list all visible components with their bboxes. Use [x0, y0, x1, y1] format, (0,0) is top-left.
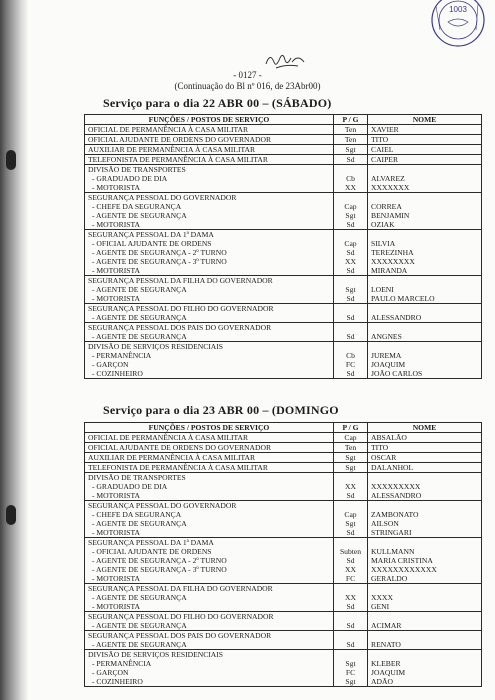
cell-line: DIVISÃO DE SERVIÇOS RESIDENCIAIS	[88, 650, 224, 659]
cell-line: SEGURANÇA PESSOAL DO FILHO DO GOVERNADOR	[88, 612, 274, 621]
rank-cell	[334, 650, 368, 687]
cell-line: Ten	[344, 135, 357, 144]
cell-line: - GRADUADO DE DIA	[92, 482, 168, 491]
cell-line: Cap	[344, 239, 357, 248]
rank-cell	[334, 342, 368, 379]
function-cell	[85, 193, 334, 230]
cell-line: DIVISÃO DE TRANSPORTES	[88, 473, 186, 482]
cell-line: ANGNES	[371, 332, 402, 341]
scan-edge-shadow	[0, 0, 28, 700]
cell-line: TEREZINHA	[371, 248, 414, 257]
cell-line: XXXXXXXX	[371, 257, 415, 266]
cell-line: Sd	[346, 220, 355, 229]
name-cell	[368, 145, 482, 155]
rank-cell	[334, 584, 368, 612]
function-cell	[85, 304, 334, 323]
cell-line: - GARÇON	[92, 668, 129, 677]
cell-line	[371, 342, 478, 351]
rank-cell	[334, 463, 368, 473]
cell-line: CAIEL	[371, 145, 394, 154]
table-row	[85, 155, 482, 165]
cell-line: ALESSANDRO	[371, 313, 422, 322]
cell-line: MARIA CRISTINA	[371, 556, 433, 565]
cell-line: Sd	[346, 332, 355, 341]
cell-line: OSCAR	[371, 453, 397, 462]
rank-cell	[334, 631, 368, 650]
function-cell	[85, 433, 334, 443]
cell-line: JOAQUIM	[371, 668, 406, 677]
rank-cell	[334, 155, 368, 165]
rank-cell	[334, 276, 368, 304]
rank-cell	[334, 612, 368, 631]
continuation-note: (Continuação do Bl nº 016, de 23Abr00)	[174, 81, 321, 91]
cell-line: XX	[345, 482, 356, 491]
cell-line	[337, 501, 364, 510]
punch-hole	[6, 505, 16, 525]
table-body	[85, 433, 482, 687]
cell-line: Ten	[344, 443, 357, 452]
table-row	[85, 145, 482, 155]
stamp-number: 1003	[449, 5, 467, 14]
cell-line: LOENI	[371, 285, 394, 294]
cell-line: Sd	[346, 266, 355, 275]
page-number: - 0127 -	[233, 70, 262, 80]
cell-line: Sd	[346, 640, 355, 649]
cell-line: Sgt	[345, 677, 356, 686]
cell-line: Cb	[346, 174, 355, 183]
rank-cell	[334, 135, 368, 145]
cell-line: Sgt	[345, 659, 356, 668]
cell-line: OFICIAL DE PERMANÊNCIA À CASA MILITAR	[88, 125, 249, 134]
cell-line: BENJAMIN	[371, 211, 410, 220]
cell-line: XX	[345, 257, 356, 266]
name-cell	[368, 453, 482, 463]
name-cell	[368, 230, 482, 276]
cell-line: Cap	[344, 433, 357, 442]
name-cell	[368, 631, 482, 650]
cell-line	[371, 473, 478, 482]
header-cell: P / G	[334, 115, 368, 125]
cell-line: - CHEFE DA SEGURANÇA	[92, 202, 182, 211]
cell-line: - COZINHEIRO	[92, 677, 143, 686]
header-cell: NOME	[368, 115, 482, 125]
cell-line: Sgt	[345, 519, 356, 528]
function-cell	[85, 650, 334, 687]
cell-line: FC	[345, 668, 356, 677]
cell-line: - OFICIAL AJUDANTE DE ORDENS	[92, 547, 212, 556]
cell-line	[371, 276, 478, 285]
cell-line	[337, 342, 364, 351]
table-row	[85, 276, 482, 304]
cell-line: Subten	[339, 547, 362, 556]
function-cell	[85, 631, 334, 650]
function-cell	[85, 584, 334, 612]
function-cell	[85, 276, 334, 304]
cell-line: FC	[345, 574, 356, 583]
cell-line	[371, 304, 478, 313]
cell-line: Ten	[344, 125, 357, 134]
function-cell	[85, 501, 334, 538]
cell-line: TITO	[371, 443, 389, 452]
cell-line: - GARÇON	[92, 360, 129, 369]
punch-hole	[6, 150, 16, 170]
cell-line: SEGURANÇA PESSOAL DO GOVERNADOR	[88, 193, 237, 202]
name-cell	[368, 612, 482, 631]
cell-line: Sgt	[345, 285, 356, 294]
name-cell	[368, 155, 482, 165]
cell-line: SEGURANÇA PESSOAL DO FILHO DO GOVERNADOR	[88, 304, 274, 313]
cell-line: ZAMBONATO	[371, 510, 419, 519]
rank-cell	[334, 145, 368, 155]
cell-line: - PERMANÊNCIA	[92, 351, 152, 360]
cell-line: - MOTORISTA	[92, 220, 140, 229]
cell-line: PAULO MARCELO	[371, 294, 435, 303]
cell-line: Sd	[346, 248, 355, 257]
cell-line: Sgt	[345, 145, 356, 154]
cell-line	[337, 631, 364, 640]
cell-line: Sd	[346, 602, 355, 611]
table-row	[85, 501, 482, 538]
table-row	[85, 135, 482, 145]
table-header-row	[85, 115, 482, 125]
handwritten-signature	[262, 50, 310, 72]
table-header-row	[85, 423, 482, 433]
name-cell	[368, 165, 482, 193]
table-row	[85, 230, 482, 276]
table-row	[85, 584, 482, 612]
name-cell	[368, 584, 482, 612]
cell-line	[337, 323, 364, 332]
cell-line: - AGENTE DE SEGURANÇA - 3º TURNO	[92, 257, 227, 266]
cell-line	[337, 165, 364, 174]
cell-line: SEGURANÇA PESSOAL DO GOVERNADOR	[88, 501, 237, 510]
cell-line: SEGURANÇA PESSOAL DOS PAIS DO GOVERNADOR	[88, 631, 272, 640]
cell-line: - AGENTE DE SEGURANÇA	[92, 332, 187, 341]
cell-line: - AGENTE DE SEGURANÇA - 3º TURNO	[92, 565, 227, 574]
cell-line: - AGENTE DE SEGURANÇA	[92, 285, 187, 294]
cell-line: Sgt	[345, 211, 356, 220]
cell-line: - MOTORISTA	[92, 602, 140, 611]
cell-line: - AGENTE DE SEGURANÇA - 2º TURNO	[92, 556, 227, 565]
cell-line	[337, 584, 364, 593]
cell-line: ADÃO	[371, 677, 393, 686]
schedule-table-day2	[84, 422, 482, 687]
name-cell	[368, 125, 482, 135]
cell-line: XXXXXXXXX	[371, 482, 421, 491]
cell-line: CAIPER	[371, 155, 399, 164]
name-cell	[368, 276, 482, 304]
cell-line: TITO	[371, 135, 389, 144]
name-cell	[368, 433, 482, 443]
name-cell	[368, 473, 482, 501]
official-stamp	[418, 0, 492, 56]
rank-cell	[334, 323, 368, 342]
cell-line: - AGENTE DE SEGURANÇA	[92, 593, 187, 602]
rank-cell	[334, 443, 368, 453]
cell-line: SEGURANÇA PESSOAL DOS PAIS DO GOVERNADOR	[88, 323, 272, 332]
cell-line: Sd	[346, 313, 355, 322]
cell-line: Sd	[346, 294, 355, 303]
cell-line: - AGENTE DE SEGURANÇA	[92, 211, 187, 220]
cell-line: - CHEFE DA SEGURANÇA	[92, 510, 182, 519]
cell-line	[337, 304, 364, 313]
cell-line: DALANHOL	[371, 463, 414, 472]
function-cell	[85, 135, 334, 145]
cell-line: - AGENTE DE SEGURANÇA	[92, 519, 187, 528]
cell-line	[337, 276, 364, 285]
name-cell	[368, 501, 482, 538]
name-cell	[368, 443, 482, 453]
cell-line: - MOTORISTA	[92, 294, 140, 303]
table-row	[85, 323, 482, 342]
cell-line: SEGURANÇA PESSOAL DA 1ª DAMA	[88, 538, 214, 547]
cell-line: - MOTORISTA	[92, 574, 140, 583]
cell-line: - MOTORISTA	[92, 528, 140, 537]
cell-line: Sd	[346, 369, 355, 378]
cell-line: AUXILIAR DE PERMANÊNCIA À CASA MILITAR	[88, 453, 256, 462]
cell-line	[371, 501, 478, 510]
cell-line: Sd	[346, 556, 355, 565]
cell-line: Sgt	[345, 453, 356, 462]
rank-cell	[334, 304, 368, 323]
cell-line: KULLMANN	[371, 547, 415, 556]
cell-line: CORREA	[371, 202, 402, 211]
table-row	[85, 631, 482, 650]
function-cell	[85, 125, 334, 135]
table-row	[85, 193, 482, 230]
cell-line: - MOTORISTA	[92, 491, 140, 500]
cell-line: GENI	[371, 602, 390, 611]
cell-line: STRINGARI	[371, 528, 412, 537]
name-cell	[368, 193, 482, 230]
table-row	[85, 433, 482, 443]
day1-title: Serviço para o dia 22 ABR 00 – (SÁBADO)	[103, 96, 332, 110]
cell-line: XX	[345, 593, 356, 602]
rank-cell	[334, 501, 368, 538]
rank-cell	[334, 125, 368, 135]
cell-line: OFICIAL DE PERMANÊNCIA À CASA MILITAR	[88, 433, 249, 442]
cell-line: - COZINHEIRO	[92, 369, 143, 378]
cell-line: JOÃO CARLOS	[371, 369, 423, 378]
cell-line: OFICIAL AJUDANTE DE ORDENS DO GOVERNADOR	[88, 135, 272, 144]
cell-line: - OFICIAL AJUDANTE DE ORDENS	[92, 239, 212, 248]
cell-line	[337, 193, 364, 202]
cell-line: ACIMAR	[371, 621, 402, 630]
function-cell	[85, 165, 334, 193]
table-row	[85, 538, 482, 584]
cell-line: XXXXXXXXXXXX	[371, 565, 437, 574]
cell-line: AUXILIAR DE PERMANÊNCIA À CASA MILITAR	[88, 145, 256, 154]
cell-line: XX	[345, 565, 356, 574]
cell-line: Cap	[344, 202, 357, 211]
cell-line	[371, 538, 478, 547]
function-cell	[85, 453, 334, 463]
cell-line	[371, 650, 478, 659]
function-cell	[85, 463, 334, 473]
name-cell	[368, 323, 482, 342]
table-row	[85, 165, 482, 193]
cell-line: JUREMA	[371, 351, 402, 360]
rank-cell	[334, 165, 368, 193]
cell-line	[371, 230, 478, 239]
header-cell: NOME	[368, 423, 482, 433]
cell-line	[337, 538, 364, 547]
cell-line	[371, 323, 478, 332]
cell-line: TELEFONISTA DE PERMANÊNCIA À CASA MILITAR	[88, 463, 268, 472]
cell-line: - MOTORISTA	[92, 266, 140, 275]
cell-line	[371, 631, 478, 640]
cell-line: JOAQUIM	[371, 360, 406, 369]
cell-line: - GRADUADO DE DIA	[92, 174, 168, 183]
name-cell	[368, 135, 482, 145]
schedule-table-day1	[84, 114, 482, 379]
function-cell	[85, 155, 334, 165]
table-row	[85, 342, 482, 379]
cell-line: XX	[345, 183, 356, 192]
cell-line: - PERMANÊNCIA	[92, 659, 152, 668]
table-row	[85, 304, 482, 323]
cell-line	[371, 165, 478, 174]
cell-line: KLEBER	[371, 659, 401, 668]
table-row	[85, 473, 482, 501]
day2-title: Serviço para o dia 23 ABR 00 – (DOMINGO	[103, 403, 339, 417]
cell-line: SILVIA	[371, 239, 396, 248]
name-cell	[368, 650, 482, 687]
cell-line: OZIAK	[371, 220, 395, 229]
cell-line: Sgt	[345, 463, 356, 472]
cell-line: SEGURANÇA PESSOAL DA 1ª DAMA	[88, 230, 214, 239]
cell-line: DIVISÃO DE TRANSPORTES	[88, 165, 186, 174]
cell-line	[337, 650, 364, 659]
cell-line: Cap	[344, 510, 357, 519]
cell-line: Cb	[346, 351, 355, 360]
function-cell	[85, 612, 334, 631]
rank-cell	[334, 453, 368, 463]
rank-cell	[334, 230, 368, 276]
name-cell	[368, 342, 482, 379]
table-row	[85, 650, 482, 687]
cell-line: - AGENTE DE SEGURANÇA	[92, 640, 187, 649]
cell-line: Sd	[346, 528, 355, 537]
header-cell: FUNÇÕES / POSTOS DE SERVIÇO	[85, 423, 334, 433]
cell-line: Sd	[346, 155, 355, 164]
cell-line: DIVISÃO DE SERVIÇOS RESIDENCIAIS	[88, 342, 224, 351]
cell-line: - AGENTE DE SEGURANÇA - 2º TURNO	[92, 248, 227, 257]
table-row	[85, 453, 482, 463]
function-cell	[85, 230, 334, 276]
cell-line: SEGURANÇA PESSOAL DA FILHA DO GOVERNADOR	[88, 584, 273, 593]
table-row	[85, 125, 482, 135]
cell-line: FC	[345, 360, 356, 369]
cell-line	[337, 473, 364, 482]
rank-cell	[334, 538, 368, 584]
rank-cell	[334, 433, 368, 443]
table-row	[85, 612, 482, 631]
cell-line: AILSON	[371, 519, 399, 528]
cell-line: XAVIER	[371, 125, 399, 134]
function-cell	[85, 342, 334, 379]
header-cell: FUNÇÕES / POSTOS DE SERVIÇO	[85, 115, 334, 125]
cell-line: XXXX	[371, 593, 393, 602]
cell-line: Sd	[346, 491, 355, 500]
cell-line: ALVAREZ	[371, 174, 405, 183]
function-cell	[85, 443, 334, 453]
cell-line: - AGENTE DE SEGURANÇA	[92, 313, 187, 322]
cell-line: Sd	[346, 621, 355, 630]
cell-line: GERALDO	[371, 574, 408, 583]
rank-cell	[334, 473, 368, 501]
cell-line	[371, 193, 478, 202]
rank-cell	[334, 193, 368, 230]
cell-line: - MOTORISTA	[92, 183, 140, 192]
cell-line: ABSALÃO	[371, 433, 407, 442]
table-body	[85, 125, 482, 379]
function-cell	[85, 145, 334, 155]
cell-line: TELEFONISTA DE PERMANÊNCIA À CASA MILITAR	[88, 155, 268, 164]
table-row	[85, 463, 482, 473]
cell-line	[337, 230, 364, 239]
name-cell	[368, 463, 482, 473]
function-cell	[85, 538, 334, 584]
function-cell	[85, 323, 334, 342]
cell-line: OFICIAL AJUDANTE DE ORDENS DO GOVERNADOR	[88, 443, 272, 452]
function-cell	[85, 473, 334, 501]
cell-line: - AGENTE DE SEGURANÇA	[92, 621, 187, 630]
header-cell: P / G	[334, 423, 368, 433]
cell-line: MIRANDA	[371, 266, 408, 275]
cell-line: XXXXXXX	[371, 183, 410, 192]
table-row	[85, 443, 482, 453]
cell-line: SEGURANÇA PESSOAL DA FILHA DO GOVERNADOR	[88, 276, 273, 285]
cell-line	[337, 612, 364, 621]
cell-line	[371, 584, 478, 593]
name-cell	[368, 304, 482, 323]
cell-line: ALESSANDRO	[371, 491, 422, 500]
cell-line: RENATO	[371, 640, 401, 649]
name-cell	[368, 538, 482, 584]
cell-line	[371, 612, 478, 621]
